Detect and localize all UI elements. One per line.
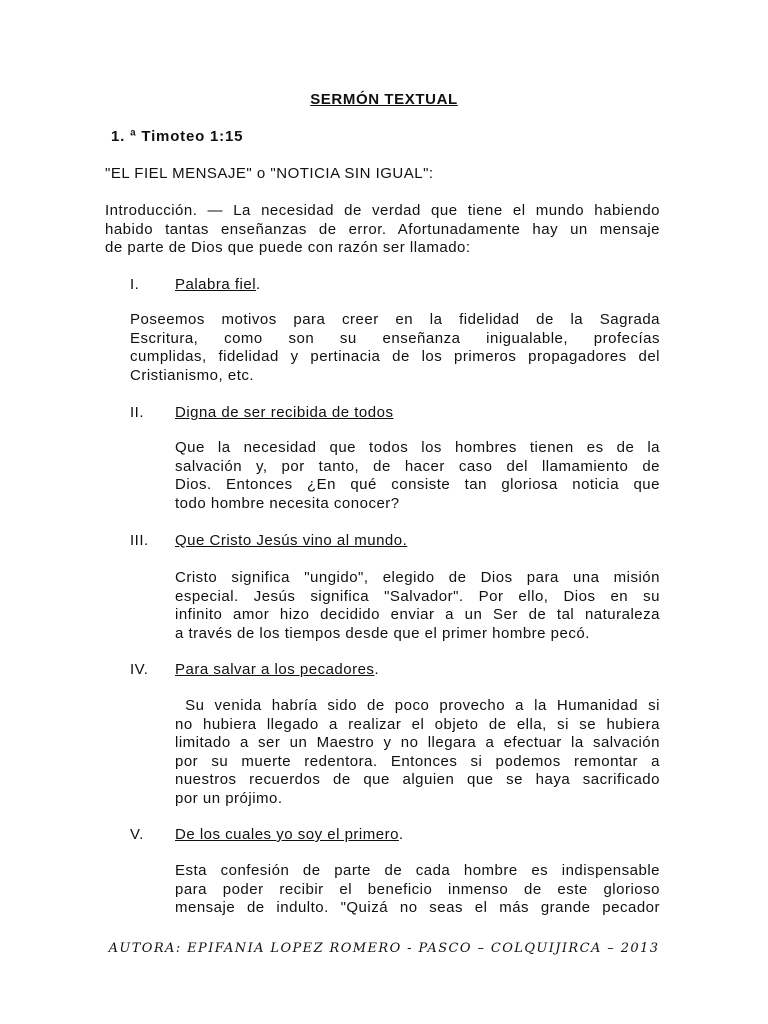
section-4-heading bbox=[175, 661, 379, 678]
body-line: Escritura, como son su enseñanza inigualable, profecías bbox=[130, 329, 660, 347]
section-1-body bbox=[130, 311, 660, 385]
section-3-numeral: III. bbox=[130, 532, 149, 549]
section-4-numeral: IV. bbox=[130, 661, 149, 678]
section-1-heading-text: Palabra fiel bbox=[175, 276, 257, 293]
body-line: a través de los tiempos desde que el primer hombre pecó. bbox=[175, 624, 590, 642]
section-5-heading bbox=[175, 826, 404, 843]
body-line: mensaje de indulto. "Quizá no seas el más grande pecador bbox=[175, 899, 660, 917]
section-2-body bbox=[175, 439, 660, 513]
author-footer: AUTORA: EPIFANIA LOPEZ ROMERO - PASCO – COLQUIJIRCA – 2013 bbox=[108, 941, 660, 956]
section-3-heading bbox=[175, 532, 407, 549]
body-line: Cristo significa "ungido", elegido de Dios para una misión bbox=[175, 569, 660, 586]
section-5-heading-suffix: . bbox=[398, 826, 404, 843]
page-title: SERMÓN TEXTUAL bbox=[310, 91, 458, 108]
section-3-heading-text: Que Cristo Jesús vino al mundo. bbox=[175, 532, 408, 549]
introduction-paragraph bbox=[105, 202, 660, 258]
section-4-body bbox=[175, 697, 660, 809]
section-3-body bbox=[175, 569, 660, 643]
body-line: todo hombre necesita conocer? bbox=[175, 494, 400, 512]
body-line: Cristianismo, etc. bbox=[130, 366, 255, 384]
body-line: para poder recibir el beneficio inmenso de este glorioso bbox=[175, 880, 660, 898]
bible-reference: 1. ª Timoteo 1:15 bbox=[111, 128, 244, 145]
section-1-numeral: I. bbox=[130, 276, 140, 293]
body-line: salvación y, por tanto, de hacer caso del llamamiento de bbox=[175, 457, 660, 475]
body-line: cumplidas, fidelidad y pertinacia de los primeros propagadores del bbox=[130, 348, 660, 366]
body-line: especial. Jesús significa "Salvador". Por ello, Dios en su bbox=[175, 587, 660, 605]
body-line: nuestros recuerdos de que alguien que se haya sacrificado bbox=[175, 771, 660, 789]
body-line: no hubiera llegado a realizar el objeto de ella, si se hubiera bbox=[175, 715, 660, 733]
section-2-heading-text: Digna de ser recibida de todos bbox=[175, 404, 394, 421]
section-5-body bbox=[175, 862, 660, 918]
section-4-heading-text: Para salvar a los pecadores bbox=[175, 661, 375, 678]
intro-line: Introducción. — La necesidad de verdad que tiene el mundo habiendo bbox=[105, 202, 660, 219]
body-line: limitado a ser un Maestro y no llegara a efectuar la salvación bbox=[175, 734, 660, 752]
body-line: por un prójimo. bbox=[175, 789, 283, 807]
section-1-heading-suffix: . bbox=[256, 276, 261, 293]
section-5-numeral: V. bbox=[130, 826, 144, 843]
body-line: Que la necesidad que todos los hombres tienen es de la bbox=[175, 439, 660, 456]
body-line: Su venida habría sido de poco provecho a la Humanidad si bbox=[175, 697, 660, 714]
section-5-heading-text: De los cuales yo soy el primero bbox=[175, 826, 399, 843]
section-4-heading-suffix: . bbox=[374, 661, 380, 678]
intro-line: de parte de Dios que puede con razón ser llamado: bbox=[105, 239, 471, 257]
body-line: Poseemos motivos para creer en la fidelidad de la Sagrada bbox=[130, 311, 660, 328]
sermon-theme-quote: "EL FIEL MENSAJE" o "NOTICIA SIN IGUAL": bbox=[105, 165, 434, 182]
body-line: por su muerte redentora. Entonces si podemos remontar a bbox=[175, 752, 660, 770]
section-1-heading bbox=[175, 276, 261, 293]
section-2-heading bbox=[175, 404, 393, 421]
section-2-numeral: II. bbox=[130, 404, 145, 421]
body-line: Dios. Entonces ¿En qué consiste tan gloriosa noticia que bbox=[175, 476, 660, 494]
intro-line: habido tantas enseñanzas de error. Afortunadamente hay un mensaje bbox=[105, 220, 660, 238]
body-line: Esta confesión de parte de cada hombre es indispensable bbox=[175, 862, 660, 879]
body-line: infinito amor hizo decidido enviar a un Ser de tal naturaleza bbox=[175, 606, 660, 624]
